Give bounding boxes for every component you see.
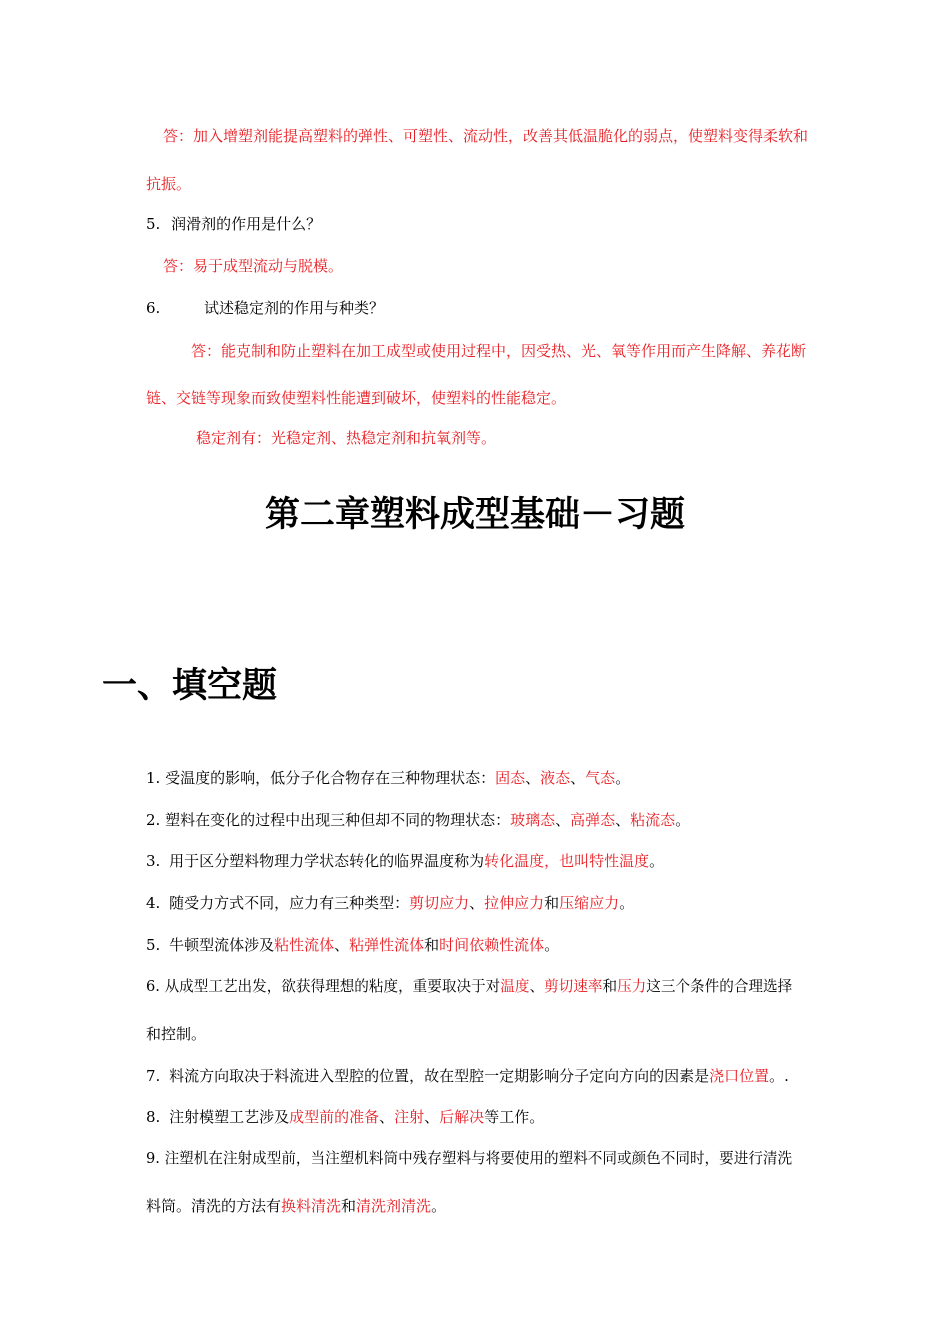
answer-5: 答：易于成型流动与脱模。: [163, 257, 344, 275]
blank-answer: 温度: [500, 978, 530, 995]
question-5: [146, 214, 321, 234]
separator: 和: [602, 978, 618, 995]
blank-question-9-line-2-text: 料筒。清洗的方法有: [146, 1197, 282, 1215]
terminator: 。: [675, 811, 691, 829]
chapter-title: 第二章塑料成型基础－习题: [264, 495, 685, 535]
blank-answer: 时间依赖性流体: [439, 936, 545, 954]
separator: 和: [424, 936, 440, 954]
terminator: 。: [431, 1197, 447, 1215]
separator: 、: [334, 936, 350, 954]
blank-question-8: [146, 1107, 544, 1127]
separator: 和: [341, 1197, 357, 1215]
blank-answer: 液态: [540, 769, 571, 787]
blank-answer: 成型前的准备: [289, 1108, 380, 1126]
answer-4-line-2: 抗振。: [146, 175, 192, 193]
blank-question-5: [146, 935, 559, 955]
blank-answer: 清洗剂清洗: [356, 1197, 432, 1215]
blank-answer: 粘弹性流体: [349, 936, 425, 954]
blank-question-7: [146, 1066, 789, 1086]
blank-answer: 压力: [617, 978, 647, 995]
blank-answer: 注射: [394, 1108, 425, 1126]
blank-question-4-text: 随受力方式不同，应力有三种类型：: [169, 894, 410, 912]
question-5-number: 5.: [146, 215, 161, 233]
blank-question-8-number: 8.: [146, 1108, 161, 1126]
blank-answer: 浇口位置: [709, 1067, 770, 1085]
terminator: 。: [544, 936, 560, 954]
blank-question-9-line-2: [146, 1196, 446, 1216]
answer-6-line-2: 链、交链等现象而致使塑料性能遭到破坏，使塑料的性能稳定。: [146, 389, 567, 407]
separator: 和: [544, 894, 560, 912]
terminator: 。: [615, 769, 631, 787]
blank-question-3: [146, 851, 664, 871]
blank-answer: 拉伸应力: [484, 894, 545, 912]
blank-question-6-text: 从成型工艺出发，欲获得理想的粘度，重要取决于对: [164, 978, 501, 995]
blank-question-6-tail: 这三个条件的合理选择: [646, 978, 793, 995]
blank-question-4: [146, 893, 634, 913]
blank-question-7-text: 料流方向取决于料流进入型腔的位置，故在型腔一定期影响分子定向方向的因素是: [169, 1067, 710, 1085]
terminator: 。: [619, 894, 635, 912]
separator: 、: [529, 978, 545, 995]
blank-question-7-number: 7.: [146, 1067, 161, 1085]
separator: 、: [525, 769, 541, 787]
separator: 、: [570, 769, 586, 787]
blank-answer: 剪切应力: [409, 894, 470, 912]
blank-answer: 粘性流体: [274, 936, 335, 954]
question-6: [146, 298, 385, 318]
question-6-text: 试述稳定剂的作用与种类？: [204, 299, 385, 317]
blank-answer: 固态: [495, 769, 526, 787]
answer-4-line-1: 答：加入增塑剂能提高塑料的弹性、可塑性、流动性，改善其低温脆化的弱点，使塑料变得柔软和: [163, 127, 809, 145]
answer-6-line-1: 答：能克制和防止塑料在加工成型或使用过程中，因受热、光、氧等作用而产生降解、养花断: [191, 342, 807, 360]
blank-question-5-number: 5.: [146, 936, 161, 954]
blank-question-3-number: 3.: [146, 852, 161, 870]
blank-answer: 粘流态: [630, 811, 676, 829]
question-6-number: 6.: [146, 299, 161, 317]
blank-question-6-line-2: 和控制。: [146, 1025, 207, 1043]
blank-question-1-number: 1.: [146, 769, 161, 787]
question-5-text: 润滑剂的作用是什么？: [171, 215, 322, 233]
blank-question-9-number: 9.: [146, 1150, 160, 1167]
terminator: 等工作。: [484, 1108, 545, 1126]
blank-question-1: [146, 768, 630, 788]
blank-question-2-text: 塑料在变化的过程中出现三种但却不同的物理状态：: [165, 811, 511, 829]
separator: 、: [424, 1108, 440, 1126]
blank-answer: 换料清洗: [281, 1197, 342, 1215]
blank-question-9: [146, 1149, 792, 1169]
blank-answer: 后解决: [439, 1108, 485, 1126]
blank-question-5-text: 牛顿型流体涉及: [169, 936, 275, 954]
blank-question-6: [146, 977, 890, 997]
blank-question-2: [146, 810, 690, 830]
separator: 、: [555, 811, 571, 829]
blank-answer: 玻璃态: [510, 811, 556, 829]
blank-question-9-text: 注塑机在注射成型前，当注塑机料筒中残存塑料与将要使用的塑料不同或颜色不同时，要进行清洗: [164, 1150, 793, 1167]
separator: 、: [379, 1108, 395, 1126]
blank-question-2-number: 2.: [146, 811, 161, 829]
blank-question-6-number: 6.: [146, 978, 160, 995]
blank-answer: 剪切速率: [544, 978, 603, 995]
blank-answer: 气态: [585, 769, 616, 787]
section-title: 一、填空题: [102, 666, 278, 706]
answer-6-line-3: 稳定剂有：光稳定剂、热稳定剂和抗氧剂等。: [196, 429, 497, 447]
blank-question-3-text: 用于区分塑料物理力学状态转化的临界温度称为: [169, 852, 485, 870]
terminator: 。: [649, 852, 665, 870]
blank-question-1-text: 受温度的影响，低分子化合物存在三种物理状态：: [165, 769, 496, 787]
separator: 、: [469, 894, 485, 912]
blank-question-8-text: 注射模塑工艺涉及: [169, 1108, 290, 1126]
terminator: 。.: [769, 1067, 789, 1085]
blank-answer: 转化温度，也叫特性温度: [484, 852, 650, 870]
blank-answer: 压缩应力: [559, 894, 620, 912]
separator: 、: [615, 811, 631, 829]
blank-question-4-number: 4.: [146, 894, 161, 912]
blank-answer: 高弹态: [570, 811, 616, 829]
